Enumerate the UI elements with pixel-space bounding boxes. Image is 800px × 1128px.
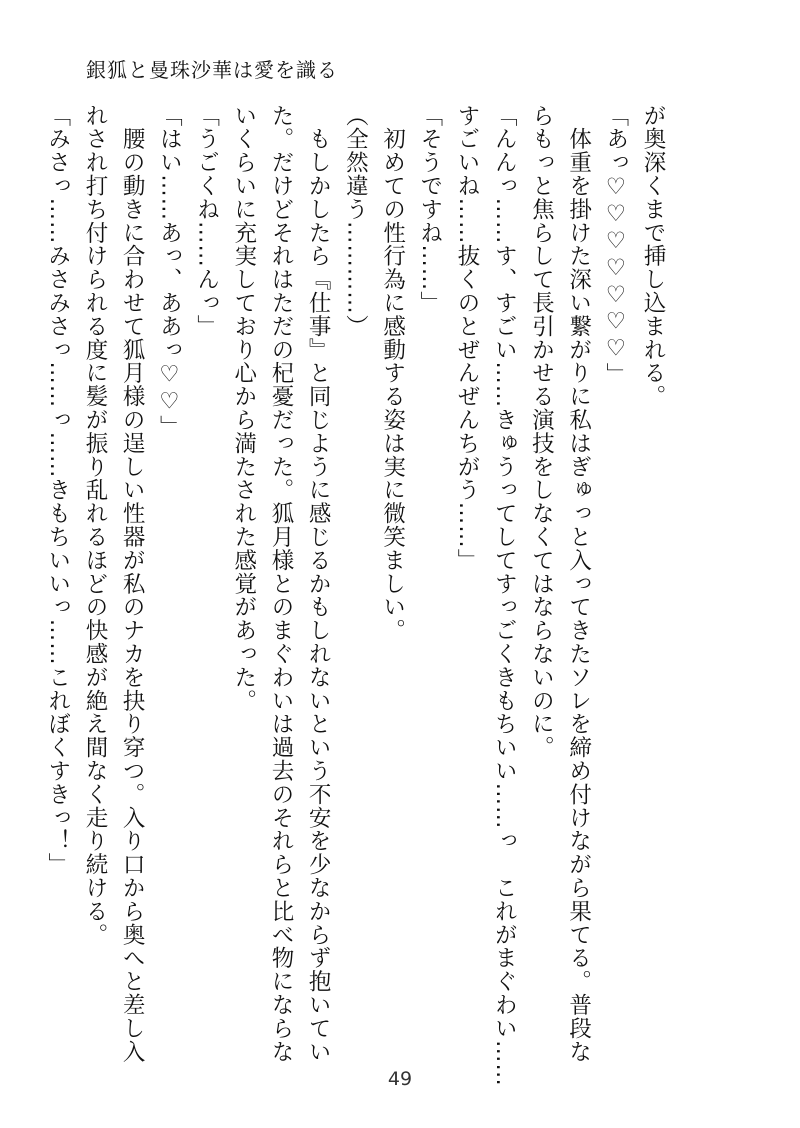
text-line: 「そうですね……」 — [416, 104, 443, 315]
text-line: 「あっ♡♡♡♡♡♡♡」 — [602, 104, 629, 386]
text-line: が奥深くまで挿し込まれる。 — [640, 104, 666, 409]
text-line: 「うごくね……んっ」 — [193, 104, 220, 338]
text-line: （全然違う…………） — [342, 104, 369, 338]
text-line: 体重を掛けた深い繋がりに私はぎゅっと入ってきたソレを締め付けながら果てる。普段な — [565, 104, 592, 1064]
text-line: 腰の動きに合わせて狐月様の逞しい性器が私のナカを抉り穿つ。入り口から奥へと差し入 — [119, 104, 146, 1064]
text-line: もしかしたら『仕事』と同じように感じるかもしれないという不安を少なからず抱いてい — [305, 104, 332, 1064]
text-line: た。だけどそれはただの杞憂だった。狐月様とのまぐわいは過去のそれらと比べ物にならな — [267, 104, 294, 1064]
text-line: 初めての性行為に感動する姿は実に微笑ましい。 — [379, 104, 406, 643]
text-line: らもっと焦らして長引かせる演技をしなくてはならないのに。 — [528, 104, 555, 760]
page-number: 49 — [387, 1068, 413, 1090]
text-line: 「みさっ……みさみさっ……っ……きもちいいっ……これぼくすきっ！」 — [44, 104, 71, 877]
text-line: 「んんっ……す、すごい……きゅうってしてすっごくきもちいい……っ これがまぐわい…… — [491, 104, 518, 1087]
text-line: 「はい……あっ、ああっ♡♡」 — [156, 104, 183, 439]
running-header: 銀狐と曼珠沙華は愛を識る — [86, 58, 338, 82]
text-line: れされ打ち付けられる度に髪が振り乱れるほどの快感が絶え間なく走り続ける。 — [81, 104, 108, 947]
text-line: すごいね……抜くのとぜんぜんちがう……」 — [453, 104, 480, 572]
text-line: いくらいに充実しており心から満たされた感覚があった。 — [230, 104, 257, 713]
